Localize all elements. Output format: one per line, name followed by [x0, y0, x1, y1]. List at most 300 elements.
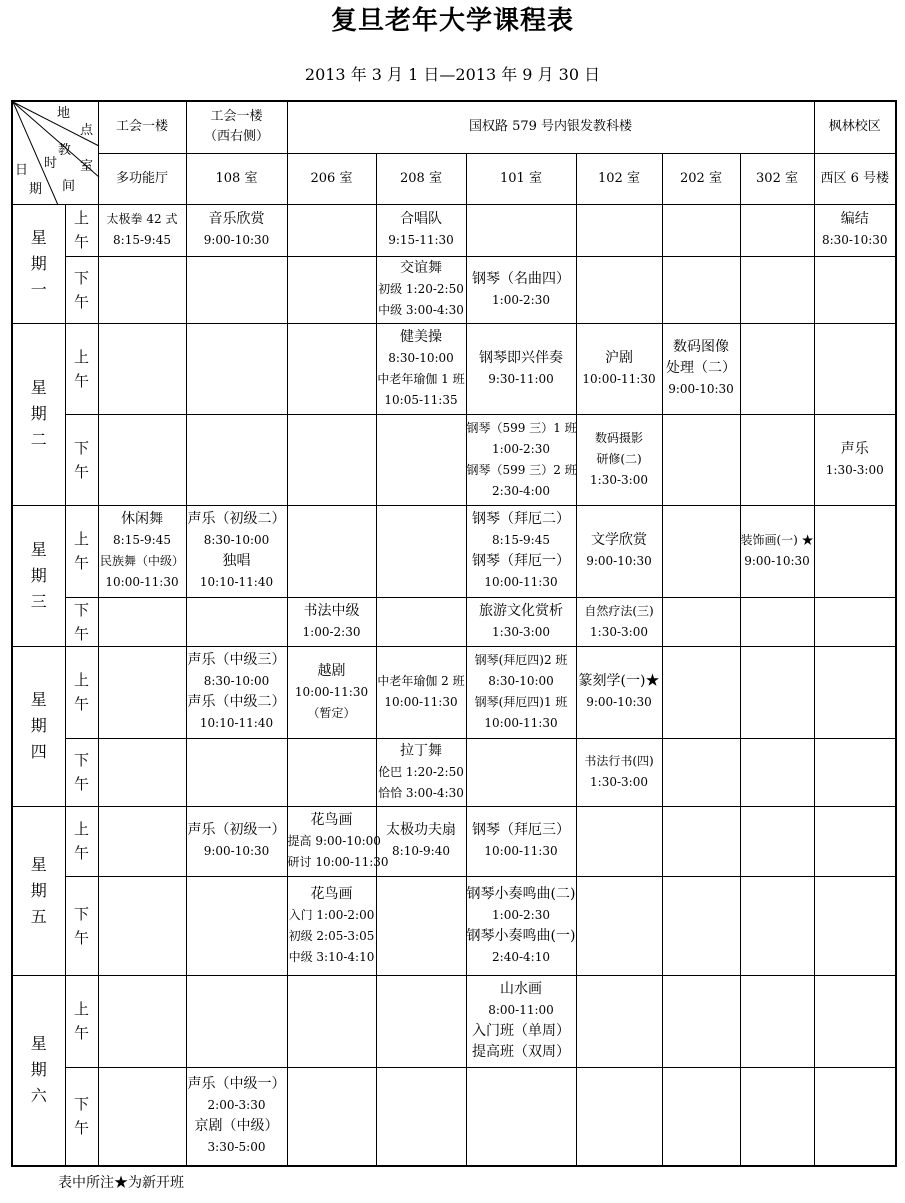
class-cell — [287, 876, 376, 975]
day-char: 星 — [30, 1034, 47, 1054]
room-header: 302 室 — [740, 153, 814, 204]
day-char: 期 — [30, 1060, 47, 1080]
empty-cell — [662, 505, 740, 597]
class-name: 钢琴小奏鸣曲(一) — [466, 927, 576, 944]
schedule-table — [11, 100, 897, 1167]
day-char: 三 — [30, 591, 47, 611]
class-time: 8:30-10:00 — [388, 350, 454, 365]
day-char: 期 — [30, 404, 47, 423]
empty-cell — [740, 975, 814, 1067]
class-time: 1:30-3:00 — [492, 624, 550, 639]
class-time: 初级 2:05-3:05 — [288, 928, 375, 943]
empty-cell — [814, 1067, 896, 1166]
empty-cell — [814, 256, 896, 323]
corner-label-dian: 点 — [80, 123, 94, 138]
am-label — [65, 975, 98, 1067]
class-name: 沪剧 — [605, 349, 633, 366]
pm-label — [65, 256, 98, 323]
header-corner — [12, 101, 98, 204]
day-char: 星 — [30, 690, 47, 709]
class-time: 中级 3:00-4:30 — [378, 303, 464, 317]
class-note: 入门班（单周） — [472, 1023, 570, 1039]
empty-cell — [466, 1067, 576, 1166]
class-name: 装饰画(一) ★ — [740, 533, 814, 547]
class-name: 中老年瑜伽 2 班 — [377, 674, 465, 688]
half-char: 下 — [73, 600, 89, 619]
class-cell — [466, 975, 576, 1067]
day-label-fri — [12, 806, 65, 975]
empty-cell — [814, 646, 896, 738]
room-header: 208 室 — [376, 153, 466, 204]
half-char: 午 — [73, 928, 89, 947]
class-cell — [576, 646, 662, 738]
room-header: 101 室 — [466, 153, 576, 204]
class-name: 旅游文化赏析 — [479, 602, 563, 619]
empty-cell — [740, 1067, 814, 1166]
class-cell — [576, 323, 662, 414]
empty-cell — [662, 646, 740, 738]
day-char: 星 — [30, 539, 47, 559]
half-char: 上 — [73, 820, 89, 838]
class-cell — [662, 323, 740, 414]
class-time: 1:00-2:30 — [492, 907, 550, 922]
class-name: 合唱队 — [400, 211, 442, 227]
class-name: 声乐（中级三） — [187, 652, 286, 668]
empty-cell — [98, 738, 186, 806]
class-time: 10:10-11:40 — [199, 575, 274, 589]
empty-cell — [466, 204, 576, 256]
class-name: 拉丁舞 — [400, 742, 442, 759]
day-char: 五 — [30, 906, 47, 926]
empty-cell — [576, 876, 662, 975]
half-char: 上 — [73, 209, 89, 227]
empty-cell — [186, 738, 287, 806]
empty-cell — [576, 975, 662, 1067]
class-name: 交谊舞 — [400, 260, 442, 276]
class-time: 8:10-9:40 — [392, 844, 450, 858]
class-cell — [287, 646, 376, 738]
class-time: 10:00-11:30 — [484, 844, 558, 858]
class-cell — [376, 738, 466, 806]
class-name: 钢琴（拜厄二） — [472, 511, 570, 527]
class-time: 1:00-2:30 — [302, 624, 361, 639]
corner-label-shi-time: 时 — [44, 156, 58, 171]
corner-diagonal-lines — [13, 102, 99, 205]
class-time: 入门 1:00-2:00 — [288, 907, 375, 922]
half-char: 午 — [73, 1119, 89, 1138]
empty-cell — [576, 204, 662, 256]
class-time: 10:00-11:30 — [294, 684, 369, 699]
class-name: 中老年瑜伽 1 班 — [377, 371, 465, 386]
am-label — [65, 505, 98, 597]
empty-cell — [376, 975, 466, 1067]
class-name: 钢琴小奏鸣曲(二) — [466, 885, 576, 902]
half-char: 上 — [73, 530, 89, 548]
empty-cell — [376, 597, 466, 646]
am-label — [65, 323, 98, 414]
room-header: 206 室 — [287, 153, 376, 204]
empty-cell — [814, 597, 896, 646]
room-header: 西区 6 号楼 — [814, 153, 896, 204]
class-name: 花鸟画 — [310, 811, 353, 828]
pm-label — [65, 597, 98, 646]
half-char: 下 — [73, 751, 89, 769]
class-time: 1:00-2:30 — [492, 292, 550, 307]
class-name: 编结 — [840, 211, 869, 227]
class-note: （暂定） — [307, 705, 356, 720]
class-note: 提高班（双周） — [472, 1044, 570, 1060]
class-time: 9:00-10:30 — [668, 382, 734, 396]
class-time: 研讨 10:00-11:30 — [287, 854, 389, 869]
class-cell — [740, 505, 814, 597]
class-time: 8:30-10:30 — [821, 233, 888, 247]
class-name: 声乐（初级二） — [187, 511, 286, 527]
class-name: 篆刻学(一)★ — [578, 673, 660, 689]
half-char: 下 — [73, 904, 89, 923]
empty-cell — [662, 738, 740, 806]
class-time: 9:30-11:00 — [488, 371, 554, 386]
half-char: 午 — [73, 233, 89, 251]
class-cell — [466, 256, 576, 323]
class-time: 8:30-10:00 — [488, 674, 554, 688]
class-cell — [466, 597, 576, 646]
class-time: 1:30-3:00 — [590, 473, 648, 487]
empty-cell — [466, 738, 576, 806]
class-cell — [576, 597, 662, 646]
half-char: 午 — [73, 292, 89, 311]
class-name: 钢琴（名曲四） — [472, 270, 570, 287]
class-time: 10:00-11:30 — [582, 371, 656, 386]
class-time: 恰恰 3:00-4:30 — [378, 785, 464, 800]
empty-cell — [98, 876, 186, 975]
half-char: 下 — [73, 438, 89, 457]
empty-cell — [576, 1067, 662, 1166]
class-name: 独唱 — [222, 553, 251, 569]
class-cell — [576, 414, 662, 505]
day-char: 星 — [30, 227, 47, 247]
class-name: 钢琴（599 三）2 班 — [466, 462, 577, 477]
half-char: 午 — [73, 371, 89, 390]
empty-cell — [662, 597, 740, 646]
building-header-1 — [98, 101, 186, 153]
class-time: 1:30-3:00 — [590, 775, 648, 789]
half-char: 午 — [73, 775, 89, 793]
empty-cell — [287, 414, 376, 505]
class-time: 2:00-3:30 — [207, 1098, 266, 1113]
empty-cell — [287, 323, 376, 414]
empty-cell — [814, 975, 896, 1067]
empty-cell — [814, 323, 896, 414]
pm-label — [65, 738, 98, 806]
empty-cell — [376, 1067, 466, 1166]
class-time: 10:00-11:30 — [105, 575, 179, 589]
class-name: 书法行书(四) — [584, 754, 654, 768]
half-char: 上 — [73, 1000, 89, 1018]
empty-cell — [186, 975, 287, 1067]
class-cell — [376, 204, 466, 256]
class-time: 9:00-10:30 — [203, 844, 270, 858]
class-cell — [186, 646, 287, 738]
room-header: 102 室 — [576, 153, 662, 204]
empty-cell — [98, 1067, 186, 1166]
class-time: 10:05-11:35 — [384, 392, 458, 407]
empty-cell — [740, 876, 814, 975]
am-label — [65, 646, 98, 738]
corner-label-jiao: 教 — [58, 143, 72, 158]
class-cell — [466, 505, 576, 597]
class-cell — [376, 256, 466, 323]
class-cell — [466, 414, 576, 505]
empty-cell — [287, 975, 376, 1067]
day-char: 期 — [30, 880, 47, 900]
class-time: 9:00-10:30 — [744, 554, 810, 568]
page-title: 复旦老年大学课程表 — [330, 6, 574, 36]
half-char: 上 — [73, 671, 89, 689]
empty-cell — [98, 256, 186, 323]
class-name: 山水画 — [500, 981, 542, 997]
day-char: 二 — [30, 430, 47, 449]
day-label-thu — [12, 646, 65, 806]
class-name: 京剧（中级） — [194, 1118, 279, 1135]
building-header-3 — [287, 101, 814, 153]
footnote: 表中所注★为新开班 — [58, 1175, 184, 1191]
building-2-line2: （西右侧） — [203, 129, 269, 145]
day-char: 期 — [30, 716, 47, 735]
class-time: 8:30-10:00 — [203, 533, 270, 547]
class-time: 8:15-9:45 — [113, 533, 171, 547]
empty-cell — [376, 876, 466, 975]
empty-cell — [662, 256, 740, 323]
class-cell — [186, 505, 287, 597]
half-char: 下 — [73, 1095, 89, 1114]
class-cell — [576, 738, 662, 806]
pm-label — [65, 876, 98, 975]
corner-label-di: 地 — [57, 106, 71, 121]
class-name: 健美操 — [400, 328, 442, 345]
class-time: 8:15-9:45 — [113, 233, 171, 247]
empty-cell — [662, 806, 740, 876]
empty-cell — [576, 806, 662, 876]
day-char: 星 — [30, 378, 47, 397]
am-label — [65, 806, 98, 876]
building-header-4 — [814, 101, 896, 153]
class-time: 8:15-9:45 — [492, 533, 550, 547]
class-name: 声乐（初级一） — [187, 822, 286, 838]
empty-cell — [814, 876, 896, 975]
class-name: 数码图像 — [673, 339, 729, 355]
class-time: 伦巴 1:20-2:50 — [378, 764, 464, 779]
am-label — [65, 204, 98, 256]
empty-cell — [740, 204, 814, 256]
class-time: 10:00-11:30 — [384, 695, 458, 709]
class-time: 1:00-2:30 — [492, 441, 550, 456]
class-name: 太极功夫扇 — [386, 822, 456, 838]
class-time: 1:30-3:00 — [590, 624, 648, 639]
day-char: 星 — [30, 854, 47, 874]
class-time: 9:00-10:30 — [586, 554, 652, 568]
empty-cell — [98, 806, 186, 876]
class-time: 10:00-11:30 — [484, 716, 558, 730]
class-name: 花鸟画 — [310, 885, 353, 902]
pm-label — [65, 1067, 98, 1166]
day-char: 一 — [30, 279, 47, 299]
day-label-wed — [12, 505, 65, 646]
empty-cell — [662, 975, 740, 1067]
class-time: 2:30-4:00 — [492, 483, 550, 498]
empty-cell — [287, 505, 376, 597]
class-cell — [466, 323, 576, 414]
class-name: 研修(二) — [596, 452, 642, 466]
class-time: 8:00-11:00 — [488, 1003, 554, 1017]
class-name: 书法中级 — [303, 602, 360, 619]
half-char: 午 — [73, 624, 89, 643]
building-4-name: 枫林校区 — [828, 119, 881, 135]
half-char: 午 — [73, 844, 89, 862]
class-name: 钢琴（拜厄一） — [472, 553, 570, 569]
class-cell — [376, 323, 466, 414]
corner-label-jian: 间 — [62, 179, 76, 194]
class-cell — [814, 204, 896, 256]
date-range: 2013 年 3 月 1 日—2013 年 9 月 30 日 — [304, 65, 601, 84]
class-name: 民族舞（中级） — [99, 554, 184, 568]
day-char: 期 — [30, 565, 47, 585]
empty-cell — [98, 646, 186, 738]
empty-cell — [662, 204, 740, 256]
day-char: 六 — [30, 1086, 47, 1106]
class-cell — [186, 1067, 287, 1166]
day-char: 四 — [30, 742, 47, 761]
class-name: 太极拳 42 式 — [106, 212, 178, 226]
class-name: 钢琴（拜厄三） — [472, 822, 570, 838]
class-time: 2:40-4:10 — [492, 949, 550, 964]
empty-cell — [186, 256, 287, 323]
half-char: 午 — [73, 554, 89, 572]
empty-cell — [376, 505, 466, 597]
half-char: 下 — [73, 268, 89, 287]
empty-cell — [98, 323, 186, 414]
corner-label-ri: 日 — [15, 163, 29, 178]
class-time: 1:30-3:00 — [825, 462, 884, 477]
empty-cell — [186, 414, 287, 505]
empty-cell — [662, 414, 740, 505]
day-char: 期 — [30, 253, 47, 273]
corner-label-shi-room: 室 — [80, 159, 94, 174]
class-name: 休闲舞 — [121, 511, 163, 527]
class-name: 音乐欣赏 — [208, 211, 265, 227]
class-time: 3:30-5:00 — [207, 1140, 266, 1155]
empty-cell — [98, 597, 186, 646]
class-name: 处理（二） — [666, 360, 736, 376]
empty-cell — [287, 256, 376, 323]
empty-cell — [98, 414, 186, 505]
empty-cell — [376, 414, 466, 505]
class-cell — [186, 204, 287, 256]
class-name: 数码摄影 — [594, 431, 643, 445]
empty-cell — [740, 597, 814, 646]
class-time: 9:00-10:30 — [586, 695, 652, 709]
class-time: 中级 3:10-4:10 — [288, 949, 375, 964]
building-3-name: 国权路 579 号内银发教科楼 — [468, 119, 633, 135]
class-cell — [466, 876, 576, 975]
class-name: 钢琴即兴伴奏 — [479, 349, 563, 366]
empty-cell — [662, 1067, 740, 1166]
empty-cell — [186, 323, 287, 414]
room-header: 202 室 — [662, 153, 740, 204]
class-cell — [376, 646, 466, 738]
class-name: 自然疗法(三) — [584, 603, 654, 618]
class-name: 声乐 — [840, 440, 869, 457]
pm-label — [65, 414, 98, 505]
class-time: 10:10-11:40 — [199, 716, 274, 730]
class-time: 9:15-11:30 — [388, 233, 454, 247]
half-char: 午 — [73, 462, 89, 481]
empty-cell — [576, 256, 662, 323]
day-label-tue — [12, 323, 65, 505]
class-cell — [287, 597, 376, 646]
class-cell — [814, 414, 896, 505]
empty-cell — [186, 876, 287, 975]
class-cell — [98, 204, 186, 256]
class-cell — [186, 806, 287, 876]
room-header: 108 室 — [186, 153, 287, 204]
building-header-2 — [186, 101, 287, 153]
class-cell — [466, 806, 576, 876]
class-time: 8:30-10:00 — [203, 674, 270, 688]
room-header: 多功能厅 — [98, 153, 186, 204]
class-time: 提高 9:00-10:00 — [287, 833, 381, 848]
empty-cell — [740, 323, 814, 414]
empty-cell — [740, 738, 814, 806]
class-cell — [98, 505, 186, 597]
empty-cell — [287, 1067, 376, 1166]
class-time: 初级 1:20-2:50 — [378, 282, 464, 296]
empty-cell — [740, 414, 814, 505]
class-cell — [466, 646, 576, 738]
empty-cell — [662, 876, 740, 975]
class-cell — [576, 505, 662, 597]
building-1-name: 工会一楼 — [115, 119, 168, 135]
half-char: 午 — [73, 1024, 89, 1042]
empty-cell — [740, 806, 814, 876]
class-name: 声乐（中级一） — [187, 1076, 286, 1093]
half-char: 上 — [73, 347, 89, 366]
class-cell — [376, 806, 466, 876]
empty-cell — [186, 597, 287, 646]
class-name: 文学欣赏 — [591, 532, 647, 548]
class-name: 越剧 — [317, 662, 346, 679]
empty-cell — [740, 646, 814, 738]
empty-cell — [98, 975, 186, 1067]
class-time: 9:00-10:30 — [203, 233, 270, 247]
half-char: 午 — [73, 695, 89, 713]
day-label-mon — [12, 204, 65, 323]
class-name: 钢琴（599 三）1 班 — [466, 420, 577, 435]
class-name: 声乐（中级二） — [187, 694, 286, 710]
class-name: 钢琴(拜厄四)2 班 — [474, 653, 568, 667]
empty-cell — [740, 256, 814, 323]
empty-cell — [814, 806, 896, 876]
empty-cell — [814, 738, 896, 806]
empty-cell — [287, 738, 376, 806]
building-2-line1: 工会一楼 — [210, 109, 263, 125]
corner-label-qi: 期 — [29, 182, 43, 197]
empty-cell — [287, 204, 376, 256]
class-name: 钢琴(拜厄四)1 班 — [474, 695, 568, 709]
class-time: 10:00-11:30 — [484, 575, 558, 589]
class-cell — [287, 806, 389, 876]
day-label-sat — [12, 975, 65, 1166]
empty-cell — [814, 505, 896, 597]
